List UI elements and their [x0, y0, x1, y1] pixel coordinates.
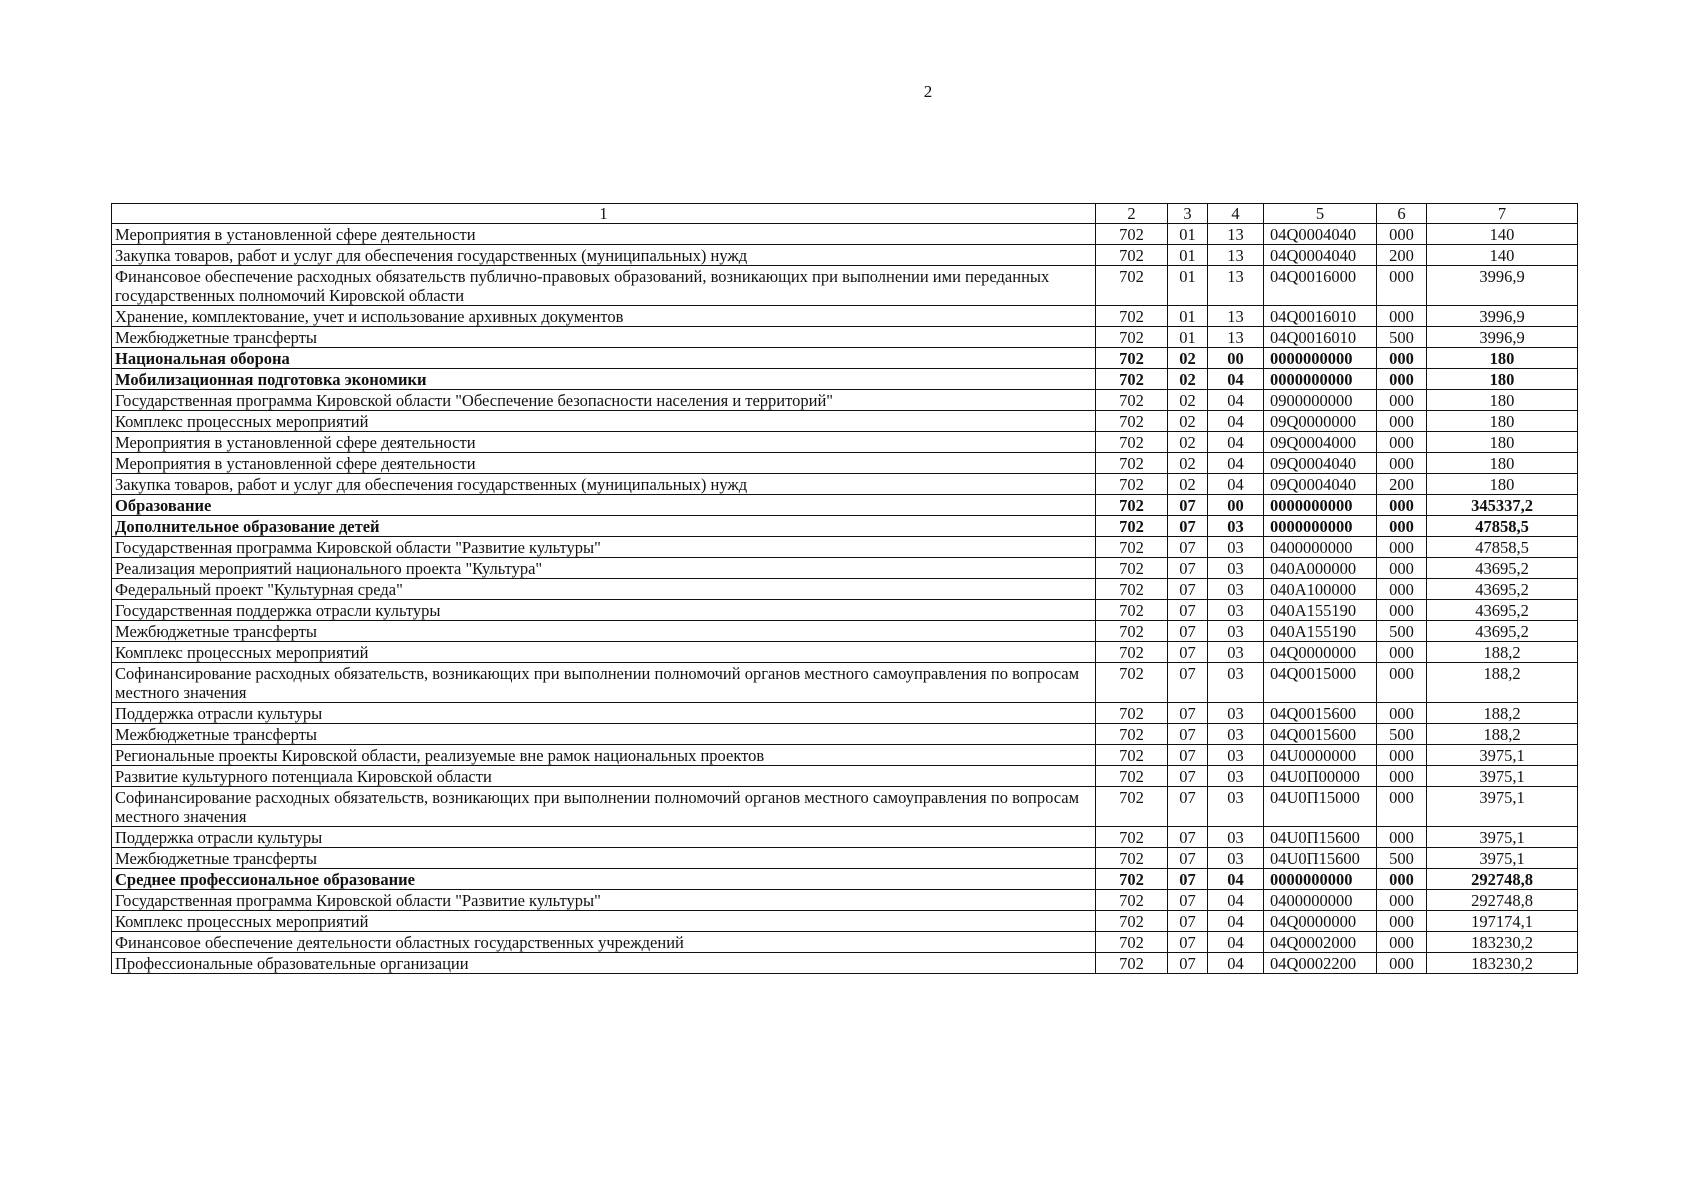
cell-col-6: 000 — [1377, 953, 1427, 974]
cell-col-7: 47858,5 — [1427, 516, 1578, 537]
cell-col-2: 702 — [1096, 432, 1168, 453]
cell-col-2: 702 — [1096, 911, 1168, 932]
cell-name: Комплекс процессных мероприятий — [112, 911, 1096, 932]
cell-col-5: 04U0000000 — [1264, 745, 1377, 766]
cell-col-6: 000 — [1377, 306, 1427, 327]
cell-col-5: 04U0П15600 — [1264, 827, 1377, 848]
cell-name: Межбюджетные трансферты — [112, 327, 1096, 348]
cell-name: Мероприятия в установленной сфере деятельности — [112, 432, 1096, 453]
cell-col-7: 183230,2 — [1427, 953, 1578, 974]
cell-col-4: 03 — [1208, 642, 1264, 663]
cell-col-5: 0000000000 — [1264, 369, 1377, 390]
table-row — [112, 724, 1578, 745]
cell-name: Развитие культурного потенциала Кировской области — [112, 766, 1096, 787]
header-col-1: 1 — [112, 204, 1096, 224]
table-row — [112, 474, 1578, 495]
table-row — [112, 266, 1578, 306]
budget-table — [111, 203, 1578, 974]
cell-col-7: 3996,9 — [1427, 327, 1578, 348]
cell-col-3: 07 — [1168, 600, 1208, 621]
cell-name: Софинансирование расходных обязательств, возникающих при выполнении полномочий органов местного самоуправления по вопросам местного значения — [112, 663, 1096, 703]
cell-col-3: 07 — [1168, 724, 1208, 745]
cell-col-6: 000 — [1377, 558, 1427, 579]
cell-col-4: 03 — [1208, 558, 1264, 579]
cell-name: Мероприятия в установленной сфере деятельности — [112, 224, 1096, 245]
cell-col-5: 0900000000 — [1264, 390, 1377, 411]
cell-col-4: 03 — [1208, 516, 1264, 537]
cell-col-2: 702 — [1096, 369, 1168, 390]
cell-col-6: 200 — [1377, 474, 1427, 495]
header-col-4: 4 — [1208, 204, 1264, 224]
cell-col-7: 3975,1 — [1427, 745, 1578, 766]
cell-col-3: 07 — [1168, 827, 1208, 848]
table-row — [112, 766, 1578, 787]
cell-col-4: 13 — [1208, 224, 1264, 245]
cell-col-4: 03 — [1208, 787, 1264, 827]
cell-col-3: 07 — [1168, 745, 1208, 766]
cell-col-4: 03 — [1208, 848, 1264, 869]
cell-name: Межбюджетные трансферты — [112, 848, 1096, 869]
table-row — [112, 787, 1578, 827]
cell-col-6: 000 — [1377, 869, 1427, 890]
cell-col-3: 02 — [1168, 348, 1208, 369]
cell-col-6: 000 — [1377, 911, 1427, 932]
table-row — [112, 369, 1578, 390]
table-row — [112, 827, 1578, 848]
table-body — [112, 224, 1578, 974]
cell-col-4: 03 — [1208, 827, 1264, 848]
cell-col-6: 500 — [1377, 848, 1427, 869]
cell-col-3: 07 — [1168, 642, 1208, 663]
cell-col-6: 000 — [1377, 663, 1427, 703]
cell-col-6: 000 — [1377, 369, 1427, 390]
cell-col-5: 04U0П00000 — [1264, 766, 1377, 787]
cell-col-7: 3975,1 — [1427, 848, 1578, 869]
header-col-7: 7 — [1427, 204, 1578, 224]
cell-col-6: 000 — [1377, 703, 1427, 724]
cell-col-5: 0000000000 — [1264, 516, 1377, 537]
cell-col-7: 3996,9 — [1427, 266, 1578, 306]
table-row — [112, 911, 1578, 932]
cell-col-2: 702 — [1096, 579, 1168, 600]
table-row — [112, 306, 1578, 327]
cell-col-4: 03 — [1208, 621, 1264, 642]
cell-col-3: 01 — [1168, 266, 1208, 306]
cell-col-4: 13 — [1208, 306, 1264, 327]
cell-col-7: 47858,5 — [1427, 537, 1578, 558]
cell-col-6: 200 — [1377, 245, 1427, 266]
table-row — [112, 245, 1578, 266]
cell-name: Межбюджетные трансферты — [112, 724, 1096, 745]
cell-col-2: 702 — [1096, 348, 1168, 369]
header-col-5: 5 — [1264, 204, 1377, 224]
table-row — [112, 869, 1578, 890]
cell-col-2: 702 — [1096, 890, 1168, 911]
cell-col-6: 000 — [1377, 890, 1427, 911]
cell-col-6: 000 — [1377, 348, 1427, 369]
cell-col-4: 13 — [1208, 266, 1264, 306]
cell-col-3: 07 — [1168, 579, 1208, 600]
cell-col-3: 02 — [1168, 411, 1208, 432]
cell-col-5: 04U0П15600 — [1264, 848, 1377, 869]
cell-col-4: 13 — [1208, 245, 1264, 266]
cell-col-4: 03 — [1208, 579, 1264, 600]
cell-name: Межбюджетные трансферты — [112, 621, 1096, 642]
cell-col-3: 07 — [1168, 558, 1208, 579]
cell-col-2: 702 — [1096, 600, 1168, 621]
cell-col-2: 702 — [1096, 245, 1168, 266]
table-row — [112, 848, 1578, 869]
cell-col-7: 3975,1 — [1427, 827, 1578, 848]
cell-col-6: 000 — [1377, 495, 1427, 516]
cell-col-5: 04Q0016010 — [1264, 327, 1377, 348]
cell-col-2: 702 — [1096, 266, 1168, 306]
table-row — [112, 953, 1578, 974]
cell-col-7: 140 — [1427, 224, 1578, 245]
table-row — [112, 537, 1578, 558]
cell-col-5: 04U0П15000 — [1264, 787, 1377, 827]
cell-name: Федеральный проект "Культурная среда" — [112, 579, 1096, 600]
table-row — [112, 663, 1578, 703]
cell-col-6: 000 — [1377, 579, 1427, 600]
cell-col-7: 183230,2 — [1427, 932, 1578, 953]
cell-col-2: 702 — [1096, 537, 1168, 558]
cell-col-3: 02 — [1168, 432, 1208, 453]
cell-name: Закупка товаров, работ и услуг для обеспечения государственных (муниципальных) нужд — [112, 245, 1096, 266]
cell-col-3: 02 — [1168, 369, 1208, 390]
cell-col-4: 03 — [1208, 703, 1264, 724]
cell-col-4: 00 — [1208, 348, 1264, 369]
cell-name: Дополнительное образование детей — [112, 516, 1096, 537]
cell-col-7: 292748,8 — [1427, 890, 1578, 911]
cell-col-5: 04Q0015600 — [1264, 724, 1377, 745]
cell-col-7: 180 — [1427, 453, 1578, 474]
header-col-2: 2 — [1096, 204, 1168, 224]
cell-col-4: 04 — [1208, 932, 1264, 953]
cell-col-3: 02 — [1168, 390, 1208, 411]
cell-col-7: 180 — [1427, 432, 1578, 453]
cell-col-4: 03 — [1208, 724, 1264, 745]
cell-col-2: 702 — [1096, 869, 1168, 890]
cell-name: Поддержка отрасли культуры — [112, 827, 1096, 848]
cell-name: Реализация мероприятий национального проекта "Культура" — [112, 558, 1096, 579]
cell-col-5: 0000000000 — [1264, 348, 1377, 369]
cell-col-3: 02 — [1168, 474, 1208, 495]
cell-name: Национальная оборона — [112, 348, 1096, 369]
cell-col-7: 188,2 — [1427, 724, 1578, 745]
cell-col-2: 702 — [1096, 495, 1168, 516]
cell-col-4: 04 — [1208, 953, 1264, 974]
header-col-3: 3 — [1168, 204, 1208, 224]
cell-col-4: 04 — [1208, 453, 1264, 474]
cell-col-5: 040A000000 — [1264, 558, 1377, 579]
cell-col-4: 04 — [1208, 369, 1264, 390]
cell-col-4: 04 — [1208, 869, 1264, 890]
cell-col-3: 07 — [1168, 932, 1208, 953]
cell-col-2: 702 — [1096, 621, 1168, 642]
cell-col-2: 702 — [1096, 327, 1168, 348]
cell-col-7: 188,2 — [1427, 642, 1578, 663]
cell-col-4: 04 — [1208, 911, 1264, 932]
cell-col-6: 000 — [1377, 827, 1427, 848]
cell-name: Хранение, комплектование, учет и использование архивных документов — [112, 306, 1096, 327]
cell-col-5: 0400000000 — [1264, 890, 1377, 911]
cell-col-3: 07 — [1168, 537, 1208, 558]
cell-col-5: 09Q0000000 — [1264, 411, 1377, 432]
cell-col-6: 000 — [1377, 453, 1427, 474]
cell-col-2: 702 — [1096, 453, 1168, 474]
cell-col-6: 000 — [1377, 932, 1427, 953]
cell-col-3: 07 — [1168, 766, 1208, 787]
cell-col-4: 03 — [1208, 537, 1264, 558]
table-row — [112, 621, 1578, 642]
table-row — [112, 390, 1578, 411]
cell-col-6: 000 — [1377, 745, 1427, 766]
cell-col-7: 43695,2 — [1427, 600, 1578, 621]
cell-name: Государственная программа Кировской области "Развитие культуры" — [112, 537, 1096, 558]
cell-col-6: 000 — [1377, 537, 1427, 558]
table-row — [112, 932, 1578, 953]
cell-col-7: 43695,2 — [1427, 579, 1578, 600]
cell-col-7: 292748,8 — [1427, 869, 1578, 890]
table-row — [112, 558, 1578, 579]
page-number — [0, 82, 1706, 102]
cell-col-7: 43695,2 — [1427, 621, 1578, 642]
cell-name: Образование — [112, 495, 1096, 516]
cell-col-7: 180 — [1427, 348, 1578, 369]
cell-col-3: 07 — [1168, 869, 1208, 890]
cell-col-2: 702 — [1096, 932, 1168, 953]
cell-col-3: 01 — [1168, 224, 1208, 245]
cell-col-5: 0400000000 — [1264, 537, 1377, 558]
cell-col-4: 04 — [1208, 890, 1264, 911]
cell-name: Профессиональные образовательные организации — [112, 953, 1096, 974]
cell-col-4: 13 — [1208, 327, 1264, 348]
cell-col-5: 09Q0004000 — [1264, 432, 1377, 453]
cell-col-5: 04Q0015600 — [1264, 703, 1377, 724]
cell-col-5: 04Q0015000 — [1264, 663, 1377, 703]
cell-col-4: 03 — [1208, 745, 1264, 766]
cell-col-4: 03 — [1208, 600, 1264, 621]
cell-col-7: 180 — [1427, 369, 1578, 390]
cell-name: Комплекс процессных мероприятий — [112, 411, 1096, 432]
table-header-row — [112, 204, 1578, 224]
cell-col-2: 702 — [1096, 558, 1168, 579]
cell-col-2: 702 — [1096, 848, 1168, 869]
cell-col-5: 04Q0004040 — [1264, 224, 1377, 245]
cell-col-3: 01 — [1168, 327, 1208, 348]
cell-col-7: 188,2 — [1427, 663, 1578, 703]
cell-col-2: 702 — [1096, 474, 1168, 495]
cell-col-4: 04 — [1208, 390, 1264, 411]
cell-col-5: 040A100000 — [1264, 579, 1377, 600]
table-row — [112, 432, 1578, 453]
table-row — [112, 411, 1578, 432]
cell-col-2: 702 — [1096, 663, 1168, 703]
cell-name: Комплекс процессных мероприятий — [112, 642, 1096, 663]
cell-col-3: 07 — [1168, 848, 1208, 869]
table-row — [112, 745, 1578, 766]
cell-col-2: 702 — [1096, 642, 1168, 663]
cell-col-2: 702 — [1096, 724, 1168, 745]
table-row — [112, 453, 1578, 474]
cell-col-5: 09Q0004040 — [1264, 474, 1377, 495]
table-row — [112, 495, 1578, 516]
cell-col-5: 04Q0000000 — [1264, 911, 1377, 932]
cell-name: Мобилизационная подготовка экономики — [112, 369, 1096, 390]
table-row — [112, 579, 1578, 600]
cell-col-6: 000 — [1377, 766, 1427, 787]
cell-col-4: 04 — [1208, 411, 1264, 432]
cell-col-7: 3975,1 — [1427, 766, 1578, 787]
cell-col-2: 702 — [1096, 766, 1168, 787]
cell-col-5: 040A155190 — [1264, 600, 1377, 621]
cell-col-4: 00 — [1208, 495, 1264, 516]
cell-col-7: 3996,9 — [1427, 306, 1578, 327]
cell-col-2: 702 — [1096, 703, 1168, 724]
cell-name: Финансовое обеспечение расходных обязательств публично-правовых образований, возникающих при выполнении ими переданных государственных полномочий Кировской области — [112, 266, 1096, 306]
table-row — [112, 327, 1578, 348]
cell-col-5: 0000000000 — [1264, 495, 1377, 516]
cell-col-6: 000 — [1377, 516, 1427, 537]
cell-col-3: 07 — [1168, 787, 1208, 827]
cell-col-3: 07 — [1168, 621, 1208, 642]
cell-col-5: 04Q0016010 — [1264, 306, 1377, 327]
cell-col-6: 000 — [1377, 600, 1427, 621]
cell-col-4: 04 — [1208, 474, 1264, 495]
cell-col-6: 000 — [1377, 642, 1427, 663]
cell-col-4: 03 — [1208, 663, 1264, 703]
cell-col-2: 702 — [1096, 224, 1168, 245]
cell-col-5: 04Q0016000 — [1264, 266, 1377, 306]
cell-name: Закупка товаров, работ и услуг для обеспечения государственных (муниципальных) нужд — [112, 474, 1096, 495]
cell-col-2: 702 — [1096, 306, 1168, 327]
cell-col-2: 702 — [1096, 516, 1168, 537]
page-number-text: 2 — [923, 82, 933, 101]
cell-col-3: 07 — [1168, 703, 1208, 724]
cell-col-3: 07 — [1168, 911, 1208, 932]
cell-col-7: 188,2 — [1427, 703, 1578, 724]
cell-name: Поддержка отрасли культуры — [112, 703, 1096, 724]
cell-col-6: 000 — [1377, 224, 1427, 245]
table-row — [112, 890, 1578, 911]
cell-col-2: 702 — [1096, 411, 1168, 432]
table-row — [112, 224, 1578, 245]
cell-col-3: 07 — [1168, 495, 1208, 516]
cell-name: Мероприятия в установленной сфере деятельности — [112, 453, 1096, 474]
cell-name: Софинансирование расходных обязательств, возникающих при выполнении полномочий органов местного самоуправления по вопросам местного значения — [112, 787, 1096, 827]
cell-name: Финансовое обеспечение деятельности областных государственных учреждений — [112, 932, 1096, 953]
header-col-6: 6 — [1377, 204, 1427, 224]
cell-col-3: 01 — [1168, 245, 1208, 266]
cell-col-6: 000 — [1377, 390, 1427, 411]
cell-col-2: 702 — [1096, 390, 1168, 411]
cell-col-7: 197174,1 — [1427, 911, 1578, 932]
cell-col-7: 180 — [1427, 474, 1578, 495]
cell-col-2: 702 — [1096, 953, 1168, 974]
cell-name: Государственная поддержка отрасли культуры — [112, 600, 1096, 621]
cell-name: Государственная программа Кировской области "Обеспечение безопасности населения и территорий" — [112, 390, 1096, 411]
cell-col-5: 0000000000 — [1264, 869, 1377, 890]
cell-col-6: 500 — [1377, 621, 1427, 642]
cell-col-6: 000 — [1377, 432, 1427, 453]
cell-col-7: 140 — [1427, 245, 1578, 266]
cell-col-5: 040A155190 — [1264, 621, 1377, 642]
cell-col-6: 500 — [1377, 327, 1427, 348]
cell-col-3: 07 — [1168, 953, 1208, 974]
cell-col-5: 04Q0002200 — [1264, 953, 1377, 974]
cell-col-5: 04Q0002000 — [1264, 932, 1377, 953]
cell-col-5: 09Q0004040 — [1264, 453, 1377, 474]
cell-col-4: 03 — [1208, 766, 1264, 787]
cell-col-2: 702 — [1096, 745, 1168, 766]
table-row — [112, 703, 1578, 724]
cell-col-7: 43695,2 — [1427, 558, 1578, 579]
cell-col-2: 702 — [1096, 827, 1168, 848]
cell-col-2: 702 — [1096, 787, 1168, 827]
cell-col-5: 04Q0000000 — [1264, 642, 1377, 663]
cell-col-3: 07 — [1168, 890, 1208, 911]
table-row — [112, 600, 1578, 621]
cell-col-6: 000 — [1377, 266, 1427, 306]
cell-col-6: 000 — [1377, 411, 1427, 432]
cell-col-6: 000 — [1377, 787, 1427, 827]
cell-col-5: 04Q0004040 — [1264, 245, 1377, 266]
cell-col-7: 345337,2 — [1427, 495, 1578, 516]
cell-col-3: 02 — [1168, 453, 1208, 474]
table-row — [112, 348, 1578, 369]
cell-name: Среднее профессиональное образование — [112, 869, 1096, 890]
cell-col-7: 180 — [1427, 390, 1578, 411]
cell-col-3: 01 — [1168, 306, 1208, 327]
cell-col-7: 3975,1 — [1427, 787, 1578, 827]
table-row — [112, 642, 1578, 663]
cell-name: Государственная программа Кировской области "Развитие культуры" — [112, 890, 1096, 911]
table-row — [112, 516, 1578, 537]
cell-col-6: 500 — [1377, 724, 1427, 745]
cell-col-4: 04 — [1208, 432, 1264, 453]
cell-col-7: 180 — [1427, 411, 1578, 432]
cell-col-3: 07 — [1168, 516, 1208, 537]
cell-name: Региональные проекты Кировской области, реализуемые вне рамок национальных проектов — [112, 745, 1096, 766]
cell-col-3: 07 — [1168, 663, 1208, 703]
